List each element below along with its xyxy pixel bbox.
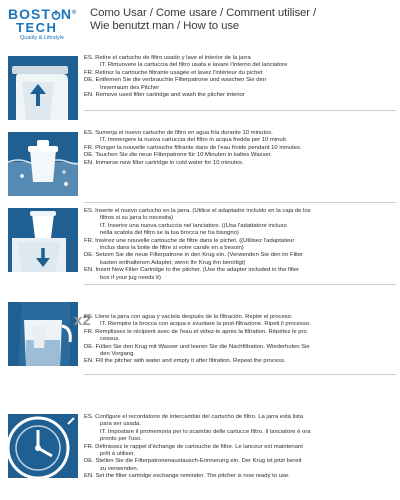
instruction-line: EN. Remove used filter cartridge and wash the pitcher interior <box>84 92 245 99</box>
instruction-line: EN. Insert New Filter Cartridge to the pitcher. (Use the adapter included in the filter <box>84 267 300 274</box>
brand-name-line2: TECH <box>16 20 58 35</box>
instruction-line: FR. Insérez une nouvelle cartouche de filtre dans le pichet. ((Utilisez l'adaptateur <box>84 237 295 244</box>
instruction-line: ES. Inserte el nuevo cartucho en la jarra. (Utilice el adaptador incluido en la caja de los <box>84 208 311 214</box>
instruction-line: filtros si su jarra lo necesita) <box>100 215 174 222</box>
step-3-text <box>84 208 396 282</box>
step-4-text <box>84 314 396 366</box>
instruction-line: inclus dans la boite de filtre si votre carafe en a besoin) <box>100 245 244 252</box>
title-line-1: Como Usar / Come usare / Comment utiliser / <box>90 7 317 19</box>
header <box>0 0 400 48</box>
instruction-line: nella scatola del filtro se la tua brocca ne ha bisogno) <box>100 230 239 237</box>
pitcher-lid-up-arrow-icon <box>8 56 78 120</box>
instruction-line: box if your jug needs it) <box>100 274 161 281</box>
brand-name-part2: N <box>60 6 73 22</box>
instruction-line: FR. Plonger la nouvelle cartouche filtrante dans de l'eau froide pendant 10 minutes. <box>84 144 302 151</box>
instruction-line: ES. Retire el cartucho de filtro usado y lave el interior de la jarra <box>84 55 251 61</box>
instruction-line: IT. Inserire una nuova cartuccia nel lanciatore. ((Usa l'adattatore incluso <box>100 222 287 229</box>
brand-logo <box>8 6 78 44</box>
repeat-twice-badge: x2 <box>74 312 91 329</box>
divider <box>84 374 396 375</box>
instruction-line: kasten enthaltenen Adapter, wenn Ihr Krug ihn benötigt) <box>100 259 246 266</box>
instruction-line: pronto per l'uso. <box>100 436 143 443</box>
brand-name-part1: BOST <box>8 6 51 22</box>
instruction-line: zu verwenden. <box>100 465 139 472</box>
clock-reminder-icon <box>8 414 78 478</box>
divider <box>84 202 396 203</box>
instruction-line: FR. Définissez le rappel d'échange de cartouche de filtre. Le lanceur est maintenant <box>84 443 303 450</box>
instruction-line: EN. Set the filter cartridge exchange reminder. The pitcher is now ready to use. <box>84 473 290 480</box>
instruction-line: para ser usada. <box>100 421 141 428</box>
instruction-line: DE. Füllen Sie den Krug mit Wasser und leeren Sie die Nachfiltration. Wiederholen Sie <box>84 343 310 350</box>
instruction-line: ES. Llene la jarra con agua y vacíela después de la filtración. Repite el proceso. <box>84 314 293 320</box>
instruction-line: DE. Stellen Sie die Filterpatronenaustausch-Erinnerung ein. Der Krug ist jetzt bereit <box>84 458 302 465</box>
instruction-line: EN. Immerse new filter cartridge in cold water for 10 minutes. <box>84 159 244 166</box>
instruction-line: IT. Rimuovere la cartuccia del filtro usata e lavare l'interno del lanciatore <box>100 62 288 69</box>
instruction-line: DE. Setzen Sie die neue Filterpatrone in den Krug ein. (Verwenden Sie den im Filter <box>84 252 304 259</box>
instruction-line: cessus. <box>100 336 120 343</box>
step-5-text <box>84 414 396 481</box>
step-2-text <box>84 130 396 167</box>
instruction-line: den Vorgang. <box>100 351 136 358</box>
insert-cartridge-icon <box>8 208 78 272</box>
instruction-line: FR. Remplissez le récipient avec de l'eau et videz-le après la filtration. Répétez le pro <box>84 328 307 335</box>
page-title <box>90 7 390 33</box>
instruction-line: ES. Configure el recordatorio de intercambio del cartucho de filtro. La jarra está lista <box>84 414 304 420</box>
fill-pitcher-icon <box>8 302 78 366</box>
instruction-line: DE. Entfernen Sie die verbrauchte Filterpatrone und waschen Sie den <box>84 77 267 84</box>
instruction-line: FR. Retirez la cartouche filtrante usagée et lavez l'intérieur du pichet <box>84 69 263 76</box>
instruction-line: IT. Riempire la brocca con acqua e svuotare la post-filtrazione. Ripeti il processo. <box>100 321 311 328</box>
step-1-text <box>84 55 396 99</box>
instruction-line: DE. Tauchen Sie die neue Filterpatrone für 10 Minuten in kaltes Wasser. <box>84 152 272 159</box>
instruction-line: IT. Impostare il promemoria per lo scambio delle cartucce filtro. Il lanciatore è ora <box>100 428 311 435</box>
power-icon <box>51 8 61 18</box>
instruction-line: IT. Immergere la nuova cartuccia del filtro in acqua fredda per 10 minuti. <box>100 137 288 144</box>
instruction-line: prêt à utiliser. <box>100 451 136 458</box>
brand-tagline: Quality & Lifestyle <box>20 35 65 41</box>
instruction-line: Innenraum des Pitcher <box>100 84 160 91</box>
registered-mark: ® <box>72 10 78 16</box>
instruction-line: ES. Sumerja el nuevo cartucho de filtro en agua fría durante 10 minutos. <box>84 130 273 136</box>
divider <box>84 110 396 111</box>
filter-in-water-icon <box>8 132 78 196</box>
instruction-line: EN. Fill the pitcher with water and empty it after filtration. Repeat the process. <box>84 358 286 365</box>
title-line-2: Wie benutzt man / How to use <box>90 20 240 32</box>
divider <box>84 284 396 285</box>
